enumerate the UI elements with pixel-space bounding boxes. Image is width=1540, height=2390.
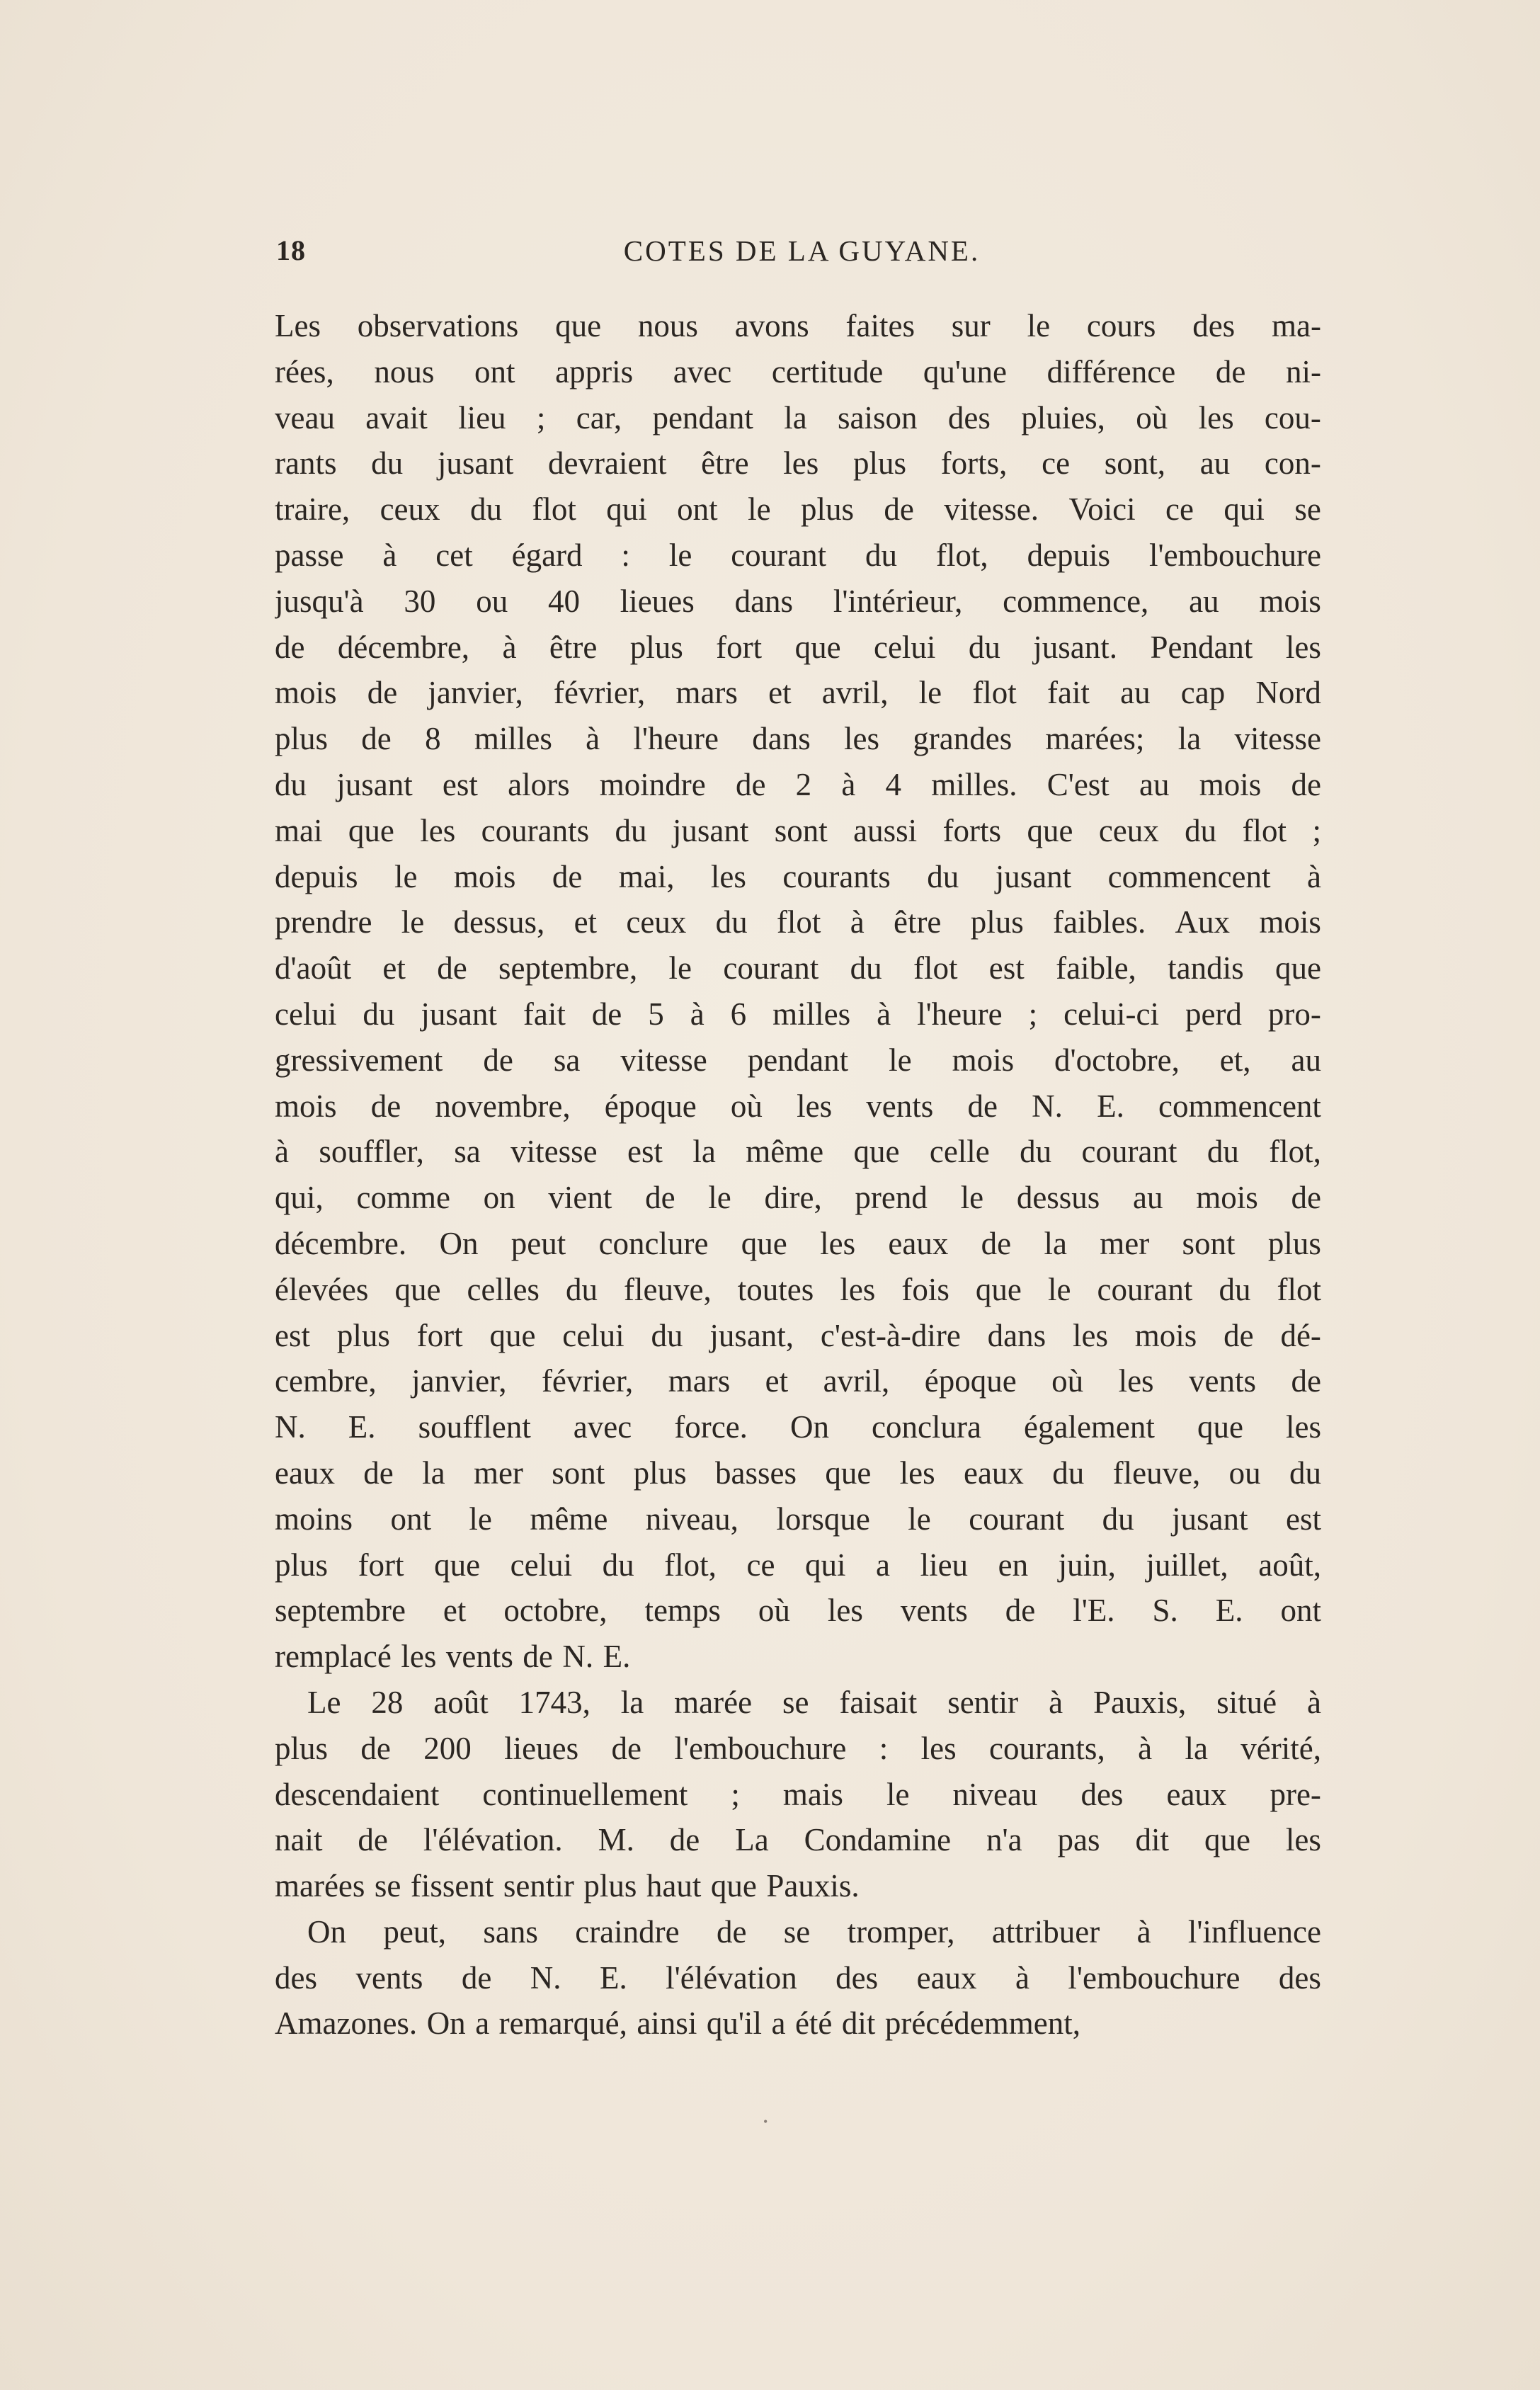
text-line: marées se fissent sentir plus haut que Pauxis. <box>275 1868 860 1904</box>
text-line: passe à cet égard : le courant du flot, depuis l'embouchure <box>275 537 1321 573</box>
text-line: de décembre, à être plus fort que celui du jusant. Pendant les <box>275 629 1321 665</box>
text-line: mai que les courants du jusant sont aussi forts que ceux du flot ; <box>275 812 1321 848</box>
body-text <box>275 303 1321 2047</box>
text-line: nait de l'élévation. M. de La Condamine n'a pas dit que les <box>275 1822 1321 1858</box>
text-line: du jusant est alors moindre de 2 à 4 milles. C'est au mois de <box>275 766 1321 802</box>
text-line: jusqu'à 30 ou 40 lieues dans l'intérieur, commence, au mois <box>275 583 1321 619</box>
page-header <box>276 228 1321 278</box>
text-line: décembre. On peut conclure que les eaux de la mer sont plus <box>275 1225 1321 1261</box>
text-line: septembre et octobre, temps où les vents de l'E. S. E. ont <box>275 1593 1321 1629</box>
text-line: remplacé les vents de N. E. <box>275 1639 631 1675</box>
text-line: plus de 200 lieues de l'embouchure : les courants, à la vérité, <box>275 1730 1321 1766</box>
running-title: COTES DE LA GUYANE. <box>623 234 981 267</box>
text-line: veau avait lieu ; car, pendant la saison des pluies, où les cou- <box>275 399 1321 436</box>
text-line: moins ont le même niveau, lorsque le courant du jusant est <box>275 1501 1321 1537</box>
text-line: gressivement de sa vitesse pendant le mois d'octobre, et, au <box>275 1042 1321 1078</box>
text-line: Le 28 août 1743, la marée se faisait sentir à Pauxis, situé à <box>307 1684 1321 1720</box>
text-line: d'août et de septembre, le courant du flot est faible, tandis que <box>275 950 1321 986</box>
text-line: des vents de N. E. l'élévation des eaux à l'embouchure des <box>275 1959 1321 1996</box>
text-line: rées, nous ont appris avec certitude qu'une différence de ni- <box>275 353 1321 389</box>
text-line: depuis le mois de mai, les courants du jusant commencent à <box>275 858 1321 894</box>
text-line: cembre, janvier, février, mars et avril, époque où les vents de <box>275 1363 1321 1399</box>
text-line: mois de novembre, époque où les vents de N. E. commencent <box>275 1088 1321 1124</box>
page-mark: • <box>763 2115 768 2129</box>
text-line: N. E. soufflent avec force. On conclura également que les <box>275 1409 1321 1445</box>
text-line: qui, comme on vient de le dire, prend le dessus au mois de <box>275 1180 1321 1216</box>
text-line: plus fort que celui du flot, ce qui a lieu en juin, juillet, août, <box>275 1547 1321 1583</box>
text-line: celui du jusant fait de 5 à 6 milles à l'heure ; celui-ci perd pro- <box>275 996 1321 1032</box>
text-line: descendaient continuellement ; mais le niveau des eaux pre- <box>275 1776 1321 1812</box>
text-line: est plus fort que celui du jusant, c'est-à-dire dans les mois de dé- <box>275 1317 1321 1353</box>
text-line: On peut, sans craindre de se tromper, attribuer à l'influence <box>307 1913 1321 1950</box>
text-line: Amazones. On a remarqué, ainsi qu'il a été dit précédemment, <box>275 2005 1081 2042</box>
text-line: rants du jusant devraient être les plus forts, ce sont, au con- <box>275 445 1321 482</box>
text-line: élevées que celles du fleuve, toutes les fois que le courant du flot <box>275 1271 1321 1307</box>
text-line: plus de 8 milles à l'heure dans les grandes marées; la vitesse <box>275 721 1321 757</box>
text-line: mois de janvier, février, mars et avril, le flot fait au cap Nord <box>275 675 1321 711</box>
text-line: à souffler, sa vitesse est la même que celle du courant du flot, <box>275 1134 1321 1170</box>
text-line: prendre le dessus, et ceux du flot à être plus faibles. Aux mois <box>275 904 1321 940</box>
text-line: traire, ceux du flot qui ont le plus de vitesse. Voici ce qui se <box>275 491 1321 528</box>
text-line: Les observations que nous avons faites sur le cours des ma- <box>275 308 1321 343</box>
page-number: 18 <box>276 234 306 266</box>
text-line: eaux de la mer sont plus basses que les eaux du fleuve, ou du <box>275 1455 1321 1491</box>
